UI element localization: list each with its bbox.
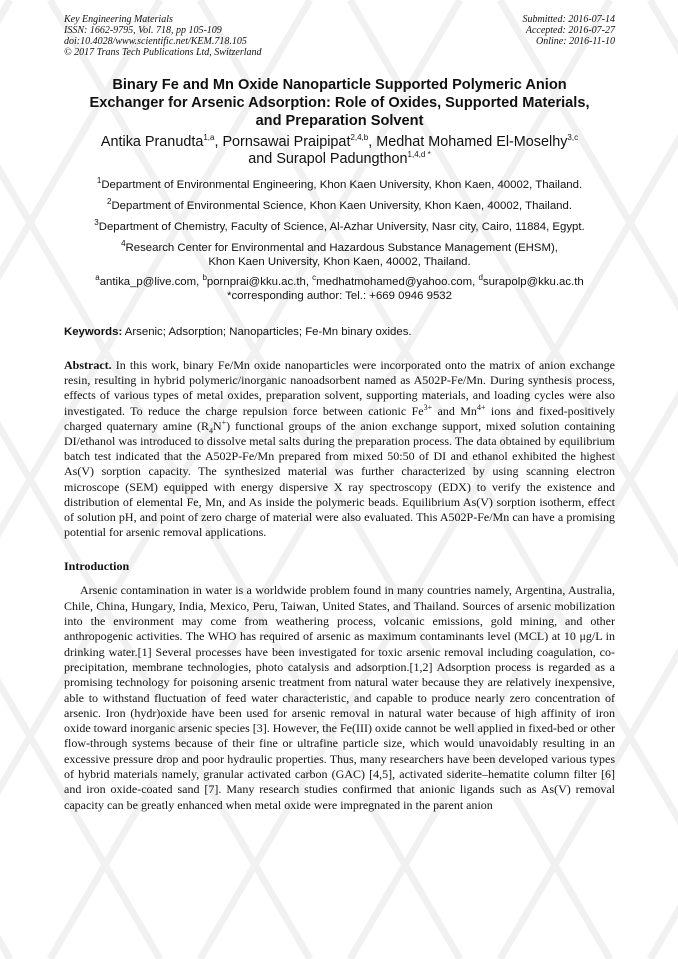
author-name: Antika Pranudta <box>100 134 204 150</box>
author-separator: , <box>368 134 377 150</box>
email-mark: d <box>478 273 483 283</box>
charge-superscript: + <box>221 417 227 427</box>
charge-superscript: 4+ <box>476 402 486 412</box>
keywords-text: Arsenic; Adsorption; Nanoparticles; Fe-Mn binary oxides. <box>122 326 412 338</box>
author-affiliation-mark: 2,4,b <box>350 133 369 143</box>
affiliation-text: Khon Kaen University, Khon Kaen, 40002, Thailand. <box>208 256 471 268</box>
email-address[interactable]: pornprai@kku.ac.th, <box>206 276 313 288</box>
author-emails <box>64 275 615 303</box>
doi-line: doi:10.4028/www.scientific.net/KEM.718.105 <box>64 36 247 47</box>
introduction-text: Arsenic contamination in water is a worldwide problem found in many countries namely, Argentina, Australia, Chile, China, Hungary, India, Mexico, Peru, Taiwan, United States, and Thailand. Sources of arsenic mobilization into the environment may come from weathering process, volcanic emissions, gold mining, and other anthropogenic activities. The WHO has required of arsenic as maximum contaminants level (MCL) at 10 μg/L in drinking water.[1] Several processes have been investigated for toxic arsenic removal including coagulation, co-precipitation, membrane technologies, photo catalysis and adsorption.[1,2] Adsorption process is regarded as a promising technology for poisoning arsenic treatment from natural water because they are relatively inexpensive, able to withstand fluctuation of feed water characteristic, and capable to produce nearly zero concentration of arsenic. Iron (hydr)oxide have been used for arsenic removal in natural water because of high affinity of iron oxide toward inorganic arsenic species [3]. However, the Fe(III) oxide cannot be well applied in fixed-bed or other flow-through systems because of their fine or ultrafine particle size, which would unavoidably resulting in an excessive pressure drop and poor hydraulic properties. Thus, many researchers have been developed various types of hybrid materials namely, granular activated carbon (GAC) [4,5], activated siderite–hematite column filter [6] and iron oxide-coated sand [7]. Many research studies confirmed that anionic ligands such as As(V) removal capacity can be greatly enhanced when metal oxide were impregnated in the parent anion <box>64 583 615 812</box>
keywords-label: Keywords: <box>64 326 123 338</box>
affiliation-3 <box>64 220 615 234</box>
author-affiliation-mark: 1,4,d * <box>407 150 431 160</box>
affiliation-text: Department of Environmental Engineering, Khon Kaen University, Khon Kaen, 40002, Thailand. <box>101 179 583 191</box>
author-conjunction: and <box>248 151 277 167</box>
author-list <box>64 134 615 168</box>
header-left <box>64 14 262 58</box>
email-address[interactable]: antika_p@live.com, <box>99 276 203 288</box>
journal-name: Key Engineering Materials <box>64 14 173 25</box>
online-date: Online: 2016-11-10 <box>536 36 615 47</box>
issn-line: ISSN: 1662-9795, Vol. 718, pp 105-109 <box>64 25 222 36</box>
author-separator: , <box>214 134 223 150</box>
watermark-stroke <box>650 0 678 959</box>
title-line: Exchanger for Arsenic Adsorption: Role of Oxides, Supported Materials, <box>89 95 590 111</box>
affiliation-mark: 1 <box>96 176 102 186</box>
charge-superscript: 3+ <box>423 402 433 412</box>
affiliation-2 <box>64 199 615 213</box>
affiliation-text: Department of Chemistry, Faculty of Science, Al-Azhar University, Nasr city, Cairo, 11884, Egypt. <box>98 221 585 233</box>
abstract-text: and Mn <box>432 403 477 418</box>
email-address[interactable]: medhatmohamed@yahoo.com, <box>316 276 479 288</box>
abstract-text: ) functional groups of the anion exchange support, mixed solution containing DI/ethanol was introduced to dissolve metal salts during the preparation process. The data obtained by equilibrium batch test indicated that the A502P-Fe/Mn prepared from mixed 50:50 of DI and ethanol exhibited the highest As(V) sorption capacity. The synthesized material was further characterized by using scanning electron microscope (SEM) equipped with energy dispersive X ray spectroscopy (EDX) to verify the existence and distribution of elemental Fe, Mn, and As inside the polymeric beads. Equilibrium As(V) sorption isotherm, effect of solution pH, and point of zero charge of material were also evaluated. This A502P-Fe/Mn can have a promising potential for arsenic removal applications. <box>64 418 615 540</box>
email-address[interactable]: surapolp@kku.ac.th <box>482 276 584 288</box>
author-line <box>64 151 615 168</box>
abstract-text: ions and fixed-positively charged quaternary amine (R <box>64 403 615 433</box>
affiliation-1 <box>64 178 615 192</box>
accepted-date: Accepted: 2016-07-27 <box>525 25 615 36</box>
watermark-stroke <box>0 0 10 959</box>
affiliation-text: Department of Environmental Science, Khon Kaen University, Khon Kaen, 40002, Thailand. <box>111 200 572 212</box>
keywords <box>64 325 615 339</box>
affiliation-4 <box>64 241 615 269</box>
email-line <box>64 275 615 289</box>
header-right <box>523 14 616 58</box>
email-mark: b <box>202 273 207 283</box>
affiliation-mark: 2 <box>107 197 112 207</box>
author-affiliation-mark: 3,c <box>567 133 579 143</box>
title-line: Binary Fe and Mn Oxide Nanoparticle Supported Polymeric Anion <box>112 77 567 93</box>
author-name: Surapol Padungthon <box>276 151 408 167</box>
paper-title <box>64 76 615 130</box>
watermark-stroke <box>0 0 10 959</box>
affiliation-text: Research Center for Environmental and Hazardous Substance Management (EHSM), <box>125 242 558 254</box>
abstract <box>64 358 615 540</box>
abstract-text: In this work, binary Fe/Mn oxide nanoparticles were incorporated onto the matrix of anion exchange resin, resulting in hybrid polymeric/inorganic nanoadsorbent named as A502P-Fe/Mn. During synthesis process, effects of various types of metal oxides, preparation solvent, supporting materials, and loading cycles were also investigated. To reduce the charge repulsion force between cationic Fe <box>64 358 615 418</box>
author-name: Medhat Mohamed El-Moselhy <box>376 134 568 150</box>
abstract-label: Abstract. <box>64 358 112 372</box>
section-heading: Introduction <box>64 559 130 574</box>
journal-header <box>64 14 615 58</box>
copyright-line: © 2017 Trans Tech Publications Ltd, Switzerland <box>64 47 262 58</box>
affiliation-mark: 4 <box>121 239 126 249</box>
email-mark: a <box>95 273 100 283</box>
email-mark: c <box>312 273 317 283</box>
paper-page <box>64 14 615 813</box>
formula-subscript: 4 <box>208 426 213 436</box>
submitted-date: Submitted: 2016-07-14 <box>522 14 615 25</box>
author-line <box>64 134 615 151</box>
affiliations <box>64 178 615 269</box>
watermark-stroke <box>650 0 678 959</box>
title-line: and Preparation Solvent <box>255 113 424 129</box>
abstract-text: N <box>212 418 222 433</box>
affiliation-mark: 3 <box>94 218 99 228</box>
author-name: Pornsawai Praipipat <box>222 134 351 150</box>
corresponding-author: *corresponding author: Tel.: +669 0946 9532 <box>227 290 452 302</box>
author-affiliation-mark: 1,a <box>203 133 215 143</box>
